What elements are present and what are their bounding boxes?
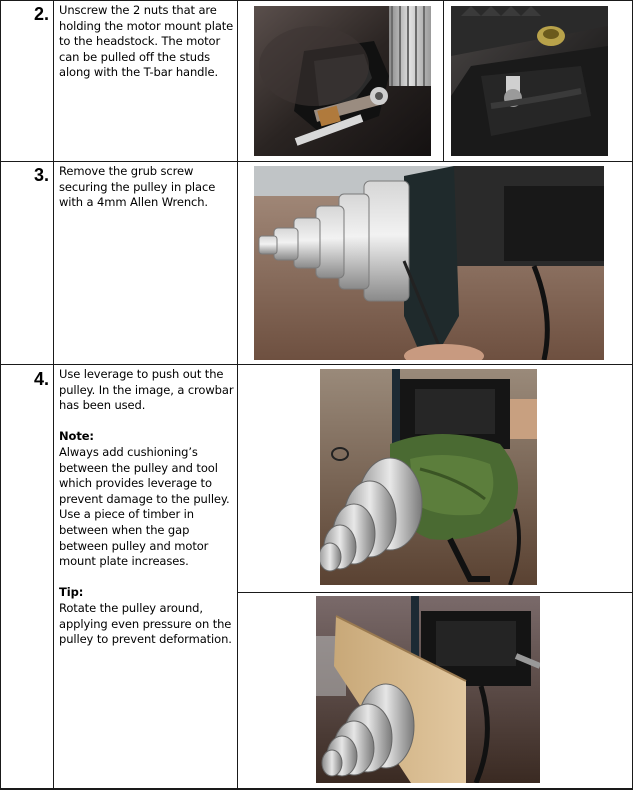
text-line: applying even pressure on the xyxy=(59,616,232,631)
text-line: Remove the grub screw xyxy=(59,164,194,178)
step-number: 2. xyxy=(34,4,50,24)
text-line: Unscrew the 2 nuts that are xyxy=(59,3,217,17)
text-line: with a 4mm Allen Wrench. xyxy=(59,195,208,210)
text-line: between the pulley and tool xyxy=(59,460,218,475)
column-divider-2 xyxy=(237,0,238,790)
text-line: securing the pulley in place xyxy=(59,179,216,194)
step-number: 3. xyxy=(34,165,50,185)
motor-mount-nut-photo xyxy=(254,6,431,156)
text-line: Use a piece of timber in xyxy=(59,507,194,522)
text-line: holding the motor mount plate xyxy=(59,18,234,33)
text-line: which provides leverage to xyxy=(59,476,212,491)
column-divider-1 xyxy=(53,0,54,790)
text-line: Always add cushioning’s xyxy=(59,444,198,459)
row-divider-2-3 xyxy=(0,161,633,162)
step-number: 4. xyxy=(34,369,50,389)
text-line: pulley. In the image, a crowbar xyxy=(59,382,234,397)
text-line: mount plate increases. xyxy=(59,554,189,569)
note-heading: Note: xyxy=(59,429,94,444)
text-line: prevent damage to the pulley. xyxy=(59,491,230,506)
pulley-grub-screw-photo xyxy=(254,166,604,360)
text-line: has been used. xyxy=(59,398,146,413)
step2-photo-divider xyxy=(443,0,444,161)
text-line: along with the T-bar handle. xyxy=(59,65,219,80)
tip-heading: Tip: xyxy=(59,585,84,600)
text-line: between pulley and motor xyxy=(59,538,209,553)
headstock-stud-photo xyxy=(451,6,608,156)
step4-photo-divider xyxy=(237,592,633,593)
text-line: pulley to prevent deformation. xyxy=(59,632,232,647)
step-instructions xyxy=(59,367,233,648)
text-line: Use leverage to push out the xyxy=(59,367,224,381)
timber-pulley-photo xyxy=(316,596,540,783)
row-divider-3-4 xyxy=(0,364,633,365)
step-instructions xyxy=(59,3,233,81)
text-line: between when the gap xyxy=(59,522,190,537)
text-line: Rotate the pulley around, xyxy=(59,600,203,615)
text-line: can be pulled off the studs xyxy=(59,49,211,64)
crowbar-pulley-photo xyxy=(320,369,537,585)
text-line: to the headstock. The motor xyxy=(59,34,221,49)
step-instructions xyxy=(59,164,215,211)
